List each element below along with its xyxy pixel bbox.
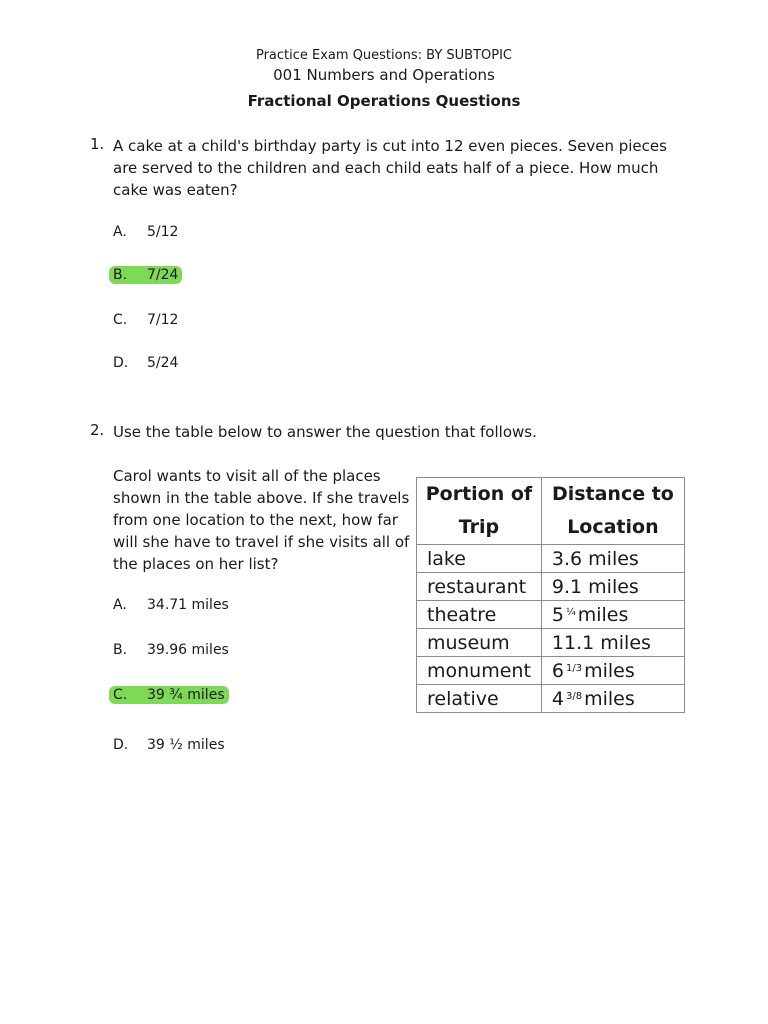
place-cell: lake	[417, 545, 542, 573]
column-header-portion: Portion of Trip	[417, 478, 542, 545]
option-text: 5/12	[147, 224, 179, 240]
distance-cell	[541, 601, 684, 629]
option-text: 39 ¾ miles	[147, 687, 225, 703]
option-letter: A.	[113, 224, 127, 240]
table-row	[417, 601, 685, 629]
distance-cell	[541, 685, 684, 713]
q2-option-c-highlighted[interactable]	[113, 687, 229, 703]
option-letter: C.	[113, 687, 128, 703]
place-cell: monument	[417, 657, 542, 685]
answer-highlight	[109, 686, 229, 704]
option-letter: B.	[113, 642, 128, 658]
place-cell: theatre	[417, 601, 542, 629]
q2-option-b[interactable]	[113, 642, 229, 658]
distance-unit: miles	[584, 687, 635, 710]
place-cell: restaurant	[417, 573, 542, 601]
table-row	[417, 629, 685, 657]
option-text: 7/12	[147, 312, 179, 328]
distance-fraction: 1/3	[566, 662, 583, 674]
option-letter: A.	[113, 597, 127, 613]
subtopic-heading: 001 Numbers and Operations	[273, 66, 495, 84]
question-2-intro: Use the table below to answer the question that follows.	[113, 423, 537, 441]
distance-cell: 3.6 miles	[541, 545, 684, 573]
q1-option-d[interactable]	[113, 355, 178, 371]
q2-option-d[interactable]	[113, 737, 225, 753]
distance-whole: 4	[551, 687, 564, 710]
option-text: 7/24	[147, 267, 179, 283]
distance-whole: 6	[551, 659, 564, 682]
table-row	[417, 685, 685, 713]
distance-fraction: 3/8	[566, 690, 583, 702]
question-1-text: A cake at a child's birthday party is cut into 12 even pieces. Seven pieces are served to the children and each child eats half of a piece. How much cake was eaten?	[113, 137, 667, 199]
table-row	[417, 573, 685, 601]
table-row	[417, 657, 685, 685]
distance-unit: miles	[577, 603, 629, 626]
option-letter: D.	[113, 355, 129, 371]
distance-cell: 11.1 miles	[541, 629, 684, 657]
question-2-number: 2.	[90, 421, 105, 439]
question-1-number: 1.	[90, 135, 105, 153]
answer-highlight	[109, 266, 182, 284]
column-header-distance: Distance to Location	[541, 478, 684, 545]
trip-distance-table	[416, 477, 685, 713]
place-cell: museum	[417, 629, 542, 657]
option-letter: D.	[113, 737, 129, 753]
exam-header: Practice Exam Questions: BY SUBTOPIC	[255, 48, 513, 63]
q1-option-c[interactable]	[113, 312, 178, 328]
option-text: 5/24	[147, 355, 179, 371]
option-letter: B.	[113, 267, 128, 283]
q1-option-a[interactable]	[113, 224, 178, 240]
place-cell: relative	[417, 685, 542, 713]
option-text: 39 ½ miles	[147, 737, 225, 753]
distance-cell: 9.1 miles	[541, 573, 684, 601]
q2-option-a[interactable]	[113, 597, 229, 613]
q1-option-b-highlighted[interactable]	[113, 267, 182, 283]
distance-cell	[541, 657, 684, 685]
distance-fraction: ¼	[566, 606, 576, 618]
distance-unit: miles	[584, 659, 635, 682]
table-header-row	[417, 478, 685, 545]
table-row	[417, 545, 685, 573]
option-text: 39.96 miles	[147, 642, 229, 658]
option-text: 34.71 miles	[147, 597, 229, 613]
page-title: Fractional Operations Questions	[247, 92, 521, 110]
option-letter: C.	[113, 312, 128, 328]
question-2-text: Carol wants to visit all of the places shown in the table above. If she travels from one location to the next, how far will she have to travel if she visits all of the places on her list?	[113, 467, 410, 573]
distance-whole: 5	[551, 603, 564, 626]
